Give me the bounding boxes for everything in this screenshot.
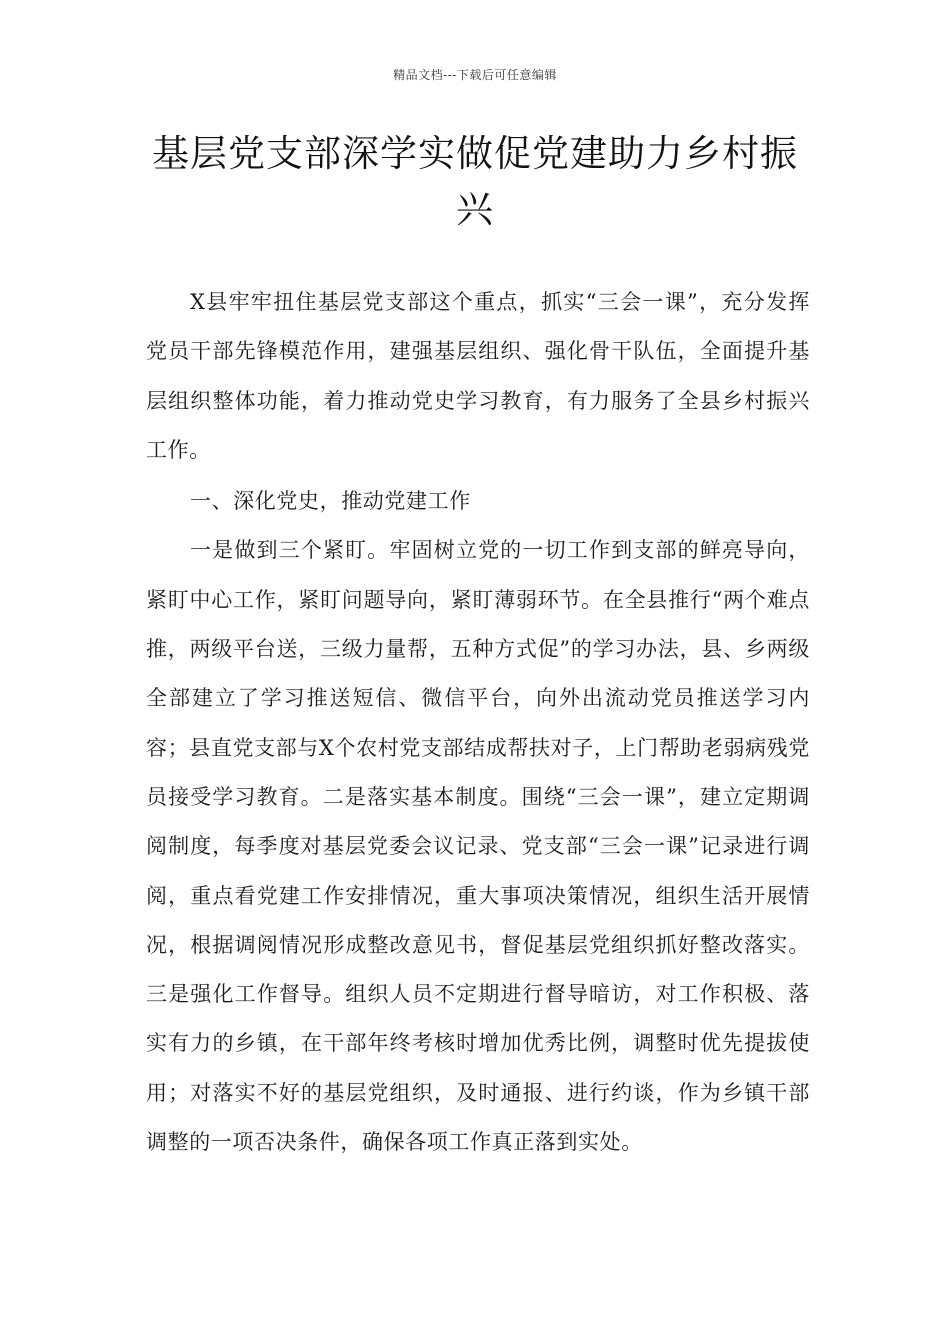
body-paragraph: 一是做到三个紧盯。牢固树立党的一切工作到支部的鲜亮导向，紧盯中心工作，紧盯问题导向，紧盯薄弱环节。在全县推行“两个难点推，两级平台送，三级力量帮，五种方式促”的学习办法，县、乡两级全部建立了学习推送短信、微信平台，向外出流动党员推送学习内容；县直党支部与X个农村党支部结成帮扶对子，上门帮助老弱病残党员接受学习教育。二是落实基本制度。围绕“三会一课”，建立定期调阅制度，每季度对基层党委会议记录、党支部“三会一课”记录进行调阅，重点看党建工作安排情况，重大事项决策情况，组织生活开展情况，根据调阅情况形成整改意见书，督促基层党组织抓好整改落实。三是强化工作督导。组织人员不定期进行督导暗访，对工作积极、落实有力的乡镇，在干部年终考核时增加优秀比例，调整时优先提拔使用；对落实不好的基层党组织，及时通报、进行约谈，作为乡镇干部调整的一项否决条件，确保各项工作真正落到实处。 bbox=[146, 538, 810, 1155]
document-title: 基层党支部深学实做促党建助力乡村振兴 bbox=[152, 132, 798, 231]
document-body bbox=[146, 278, 810, 1167]
header-note: 精品文档---下载后可任意编辑 bbox=[393, 68, 557, 82]
section-heading: 一、深化党史，推动党建工作 bbox=[190, 489, 471, 514]
intro-paragraph: X县牢牢扭住基层党支部这个重点，抓实“三会一课”，充分发挥党员干部先锋模范作用，建强基层组织、强化骨干队伍，全面提升基层组织整体功能，着力推动党史学习教育，有力服务了全县乡村振兴工作。 bbox=[146, 290, 810, 462]
